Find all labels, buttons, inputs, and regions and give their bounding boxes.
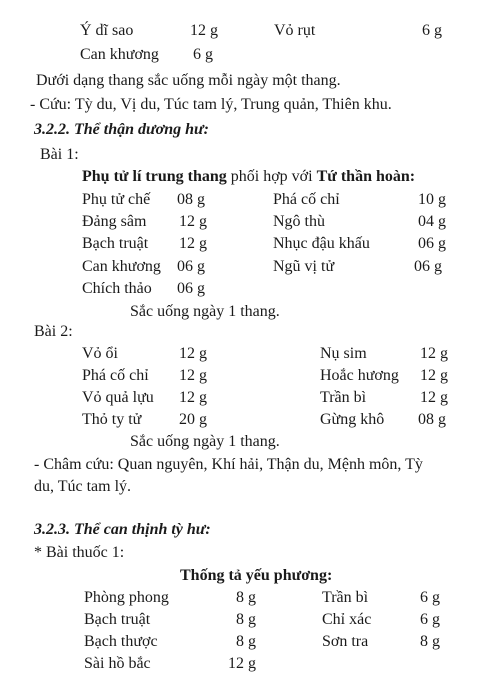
formula-title	[82, 168, 415, 186]
herb-qty: 8 g	[236, 589, 256, 606]
herb-qty: 12 g	[179, 367, 207, 384]
herb-name: Vỏ ổi	[82, 345, 118, 362]
herb-name: Vỏ rụt	[274, 22, 316, 39]
herb-name: Gừng khô	[320, 411, 385, 428]
herb-name: Ý dĩ sao	[80, 22, 134, 39]
herb-qty: 8 g	[236, 611, 256, 628]
acupuncture-text: du, Túc tam lý.	[34, 478, 132, 495]
formula-connector: phối hợp với	[226, 168, 317, 185]
herb-qty: 20 g	[179, 411, 207, 428]
herb-name: Chỉ xác	[322, 611, 372, 628]
herb-name: Phá cố chỉ	[273, 191, 340, 208]
usage-text: Sắc uống ngày 1 thang.	[130, 433, 280, 450]
herb-qty: 08 g	[418, 411, 446, 428]
herb-name: Trần bì	[322, 589, 369, 606]
herb-qty: 06 g	[414, 258, 442, 275]
herb-qty: 10 g	[418, 191, 446, 208]
acupuncture-text: - Châm cứu: Quan nguyên, Khí hải, Thận du, Mệnh môn, Tỳ	[34, 456, 423, 473]
herb-name: Phòng phong	[84, 589, 169, 606]
recipe-label: Bài 2:	[34, 323, 73, 340]
herb-qty: 06 g	[177, 280, 205, 297]
herb-qty: 04 g	[418, 213, 446, 230]
herb-name: Hoắc hương	[320, 367, 399, 384]
section-heading: 3.2.3. Thể can thịnh tỳ hư:	[34, 521, 211, 538]
usage-text: Sắc uống ngày 1 thang.	[130, 303, 280, 320]
herb-qty: 08 g	[177, 191, 205, 208]
section-heading: 3.2.2. Thể thận dương hư:	[34, 121, 209, 138]
recipe-label: * Bài thuốc 1:	[34, 544, 125, 561]
herb-qty: 6 g	[420, 611, 440, 628]
herb-qty: 8 g	[420, 633, 440, 650]
herb-qty: 06 g	[177, 258, 205, 275]
herb-name: Ngô thù	[273, 213, 325, 230]
herb-name: Vỏ quả lựu	[82, 389, 154, 406]
herb-name: Bạch thược	[84, 633, 158, 650]
herb-qty: 06 g	[418, 235, 446, 252]
herb-name: Can khương	[82, 258, 161, 275]
herb-name: Trần bì	[320, 389, 367, 406]
herb-qty: 12 g	[179, 345, 207, 362]
formula-name: Phụ tử lí trung thang	[82, 168, 227, 185]
formula-title: Thống tả yếu phương:	[180, 567, 333, 584]
herb-qty: 12 g	[190, 22, 218, 39]
herb-name: Bạch truật	[84, 611, 151, 628]
herb-qty: 12 g	[228, 655, 256, 672]
formula-name: Tứ thần hoàn:	[316, 168, 416, 185]
herb-name: Ngũ vị tử	[273, 258, 335, 275]
herb-name: Nụ sim	[320, 345, 367, 362]
herb-qty: 12 g	[420, 345, 448, 362]
recipe-label: Bài 1:	[40, 146, 79, 163]
herb-qty: 6 g	[193, 46, 213, 63]
herb-qty: 12 g	[420, 367, 448, 384]
herb-name: Đảng sâm	[82, 213, 147, 230]
usage-text: Dưới dạng thang sắc uống mỗi ngày một thang.	[36, 72, 341, 89]
herb-qty: 8 g	[236, 633, 256, 650]
herb-name: Sài hồ bắc	[84, 655, 151, 672]
herb-name: Thỏ ty tử	[82, 411, 142, 428]
herb-qty: 12 g	[179, 213, 207, 230]
herb-name: Can khương	[80, 46, 159, 63]
herb-qty: 6 g	[420, 589, 440, 606]
herb-qty: 6 g	[422, 22, 442, 39]
herb-name: Phụ tử chế	[82, 191, 151, 208]
herb-qty: 12 g	[420, 389, 448, 406]
herb-name: Sơn tra	[322, 633, 369, 650]
herb-qty: 12 g	[179, 389, 207, 406]
acupuncture-text: - Cứu: Tỳ du, Vị du, Túc tam lý, Trung quản, Thiên khu.	[30, 96, 392, 113]
herb-name: Phá cố chỉ	[82, 367, 149, 384]
herb-name: Bạch truật	[82, 235, 149, 252]
herb-name: Chích thảo	[82, 280, 152, 297]
herb-qty: 12 g	[179, 235, 207, 252]
herb-name: Nhục đậu khấu	[273, 235, 370, 252]
